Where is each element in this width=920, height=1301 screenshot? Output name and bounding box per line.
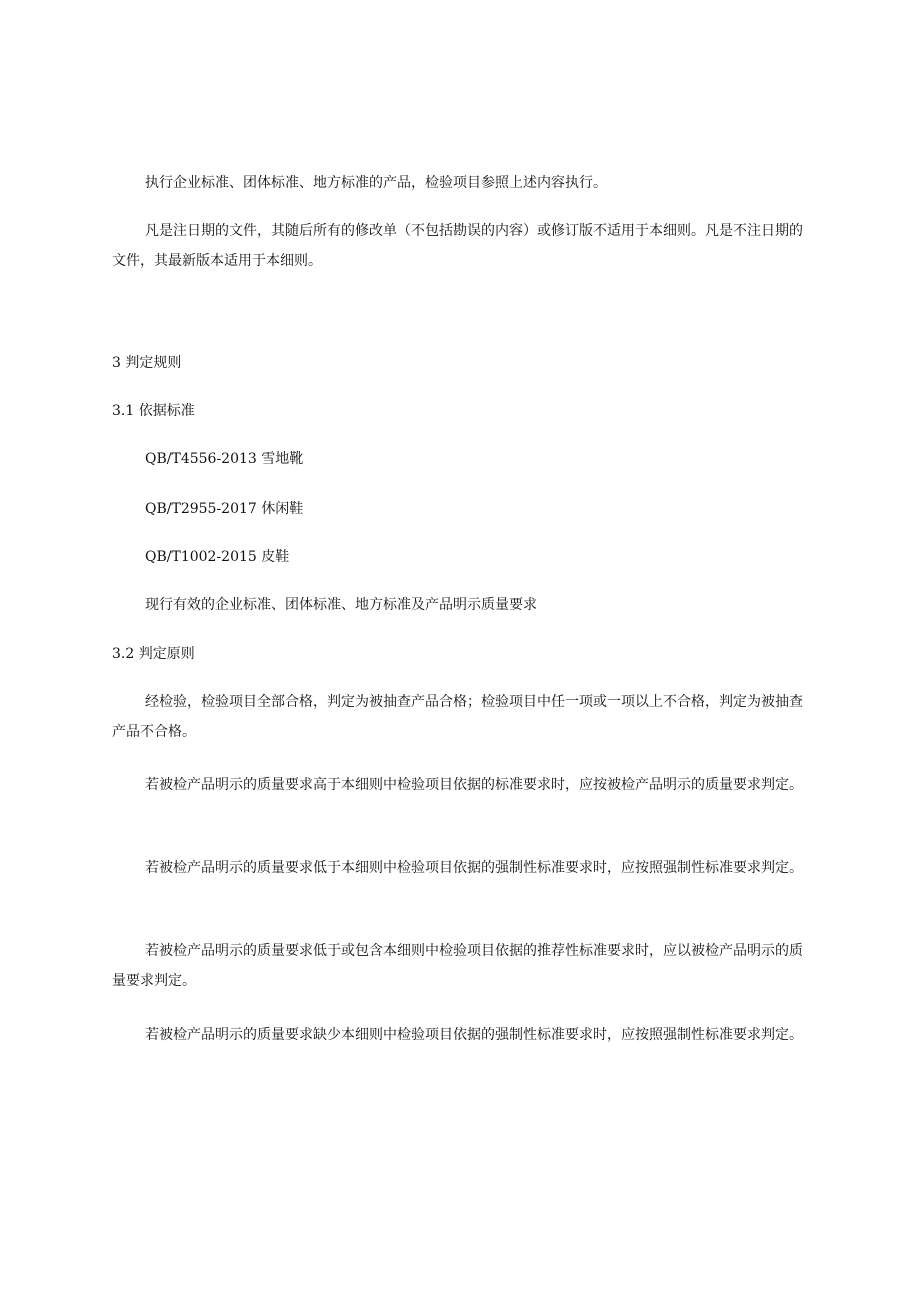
judgement-paragraph-1: 经检验，检验项目全部合格，判定为被抽查产品合格；检验项目中任一项或一项以上不合格，判定为被抽查产品不合格。 (112, 694, 803, 740)
intro-paragraph-1: 执行企业标准、团体标准、地方标准的产品，检验项目参照上述内容执行。 (145, 175, 607, 191)
standard-item-1: QB/T4556-2013 雪地靴 (145, 451, 304, 467)
section-3-heading: 3 判定规则 (112, 355, 182, 371)
judgement-paragraph-3: 若被检产品明示的质量要求低于本细则中检验项目依据的强制性标准要求时，应按照强制性标准要求判定。 (145, 860, 803, 876)
standard-item-4: 现行有效的企业标准、团体标准、地方标准及产品明示质量要求 (145, 597, 537, 613)
section-3-2-heading: 3.2 判定原则 (112, 646, 195, 662)
judgement-paragraph-5: 若被检产品明示的质量要求缺少本细则中检验项目依据的强制性标准要求时，应按照强制性标准要求判定。 (145, 1027, 803, 1043)
standard-item-3: QB/T1002-2015 皮鞋 (145, 549, 290, 565)
judgement-paragraph-2: 若被检产品明示的质量要求高于本细则中检验项目依据的标准要求时，应按被检产品明示的质量要求判定。 (145, 777, 803, 793)
judgement-paragraph-4: 若被检产品明示的质量要求低于或包含本细则中检验项目依据的推荐性标准要求时，应以被检产品明示的质量要求判定。 (112, 943, 803, 989)
intro-paragraph-2: 凡是注日期的文件，其随后所有的修改单（不包括勘误的内容）或修订版不适用于本细则。凡是不注日期的文件，其最新版本适用于本细则。 (112, 223, 803, 269)
standard-item-2: QB/T2955-2017 休闲鞋 (145, 501, 304, 517)
section-3-1-heading: 3.1 依据标准 (112, 403, 195, 419)
